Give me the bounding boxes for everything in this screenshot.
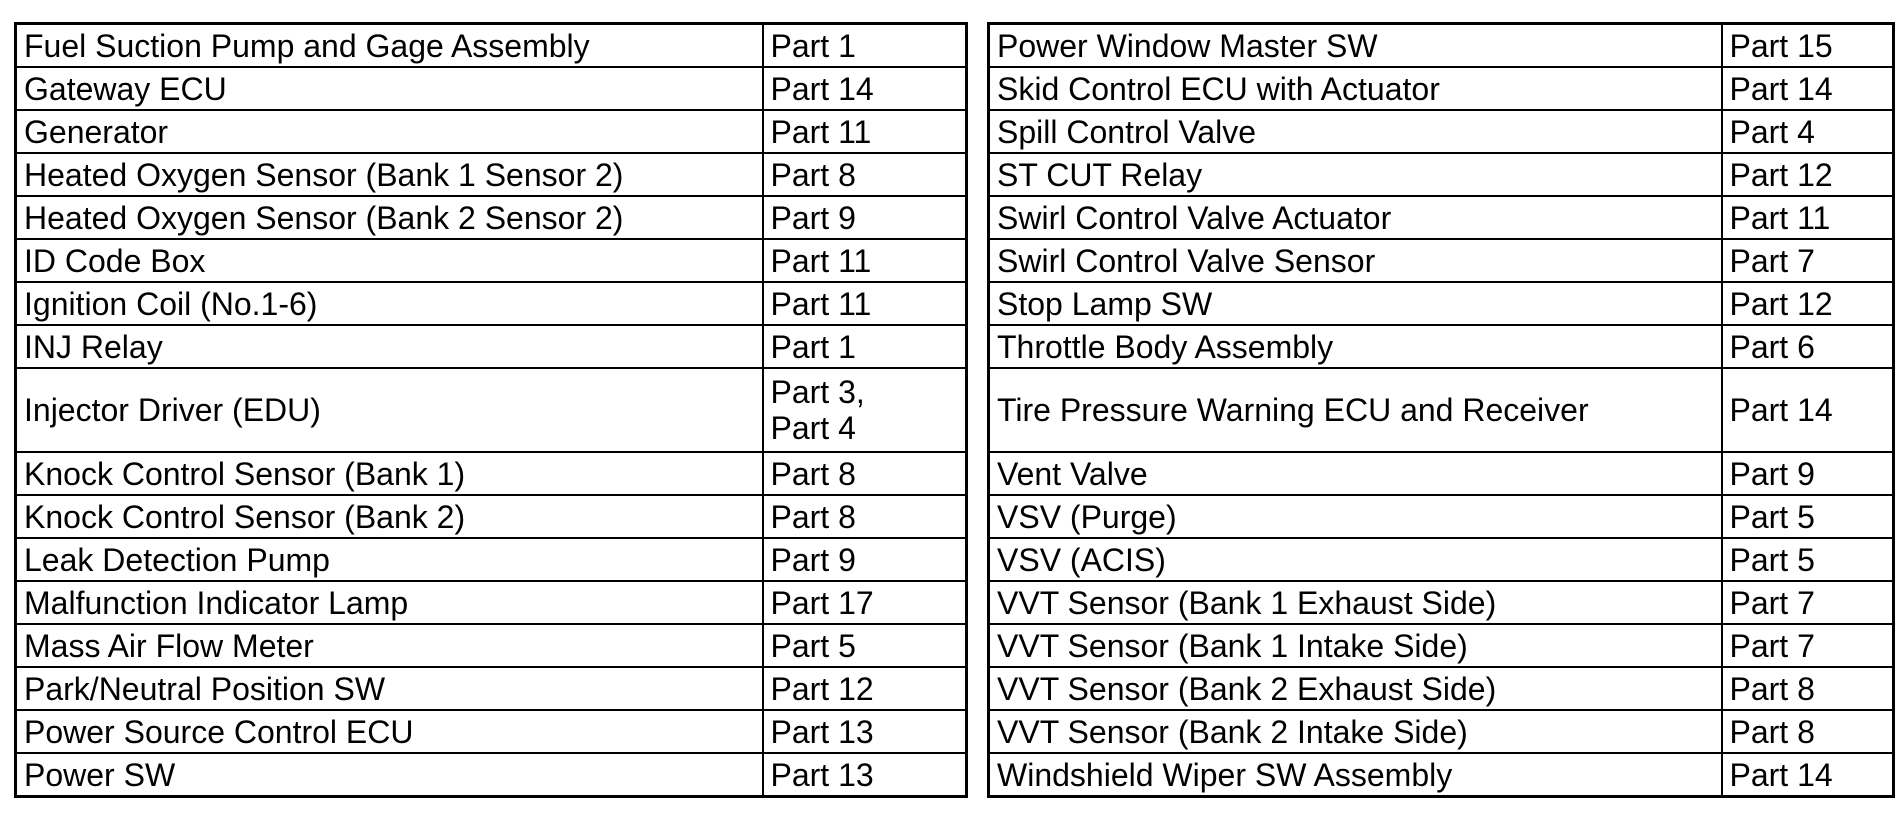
component-name: VVT Sensor (Bank 2 Intake Side) (989, 710, 1722, 753)
component-name: VSV (ACIS) (989, 538, 1722, 581)
part-reference: Part 15 (1722, 24, 1894, 68)
table-row (16, 368, 967, 452)
table-row (16, 667, 967, 710)
component-index-table-right (987, 22, 1895, 798)
table-row (989, 667, 1894, 710)
part-reference: Part 14 (1722, 368, 1894, 452)
part-reference: Part 13 (763, 753, 967, 797)
part-reference: Part 9 (763, 196, 967, 239)
part-reference: Part 8 (763, 153, 967, 196)
table-row (16, 753, 967, 797)
table-row (16, 67, 967, 110)
table-row (989, 753, 1894, 797)
part-reference: Part 13 (763, 710, 967, 753)
component-name: Windshield Wiper SW Assembly (989, 753, 1722, 797)
table-row (989, 710, 1894, 753)
part-reference: Part 5 (1722, 495, 1894, 538)
table-row (16, 710, 967, 753)
part-reference: Part 1 (763, 325, 967, 368)
part-reference: Part 8 (1722, 710, 1894, 753)
table-row (989, 538, 1894, 581)
table-row (16, 196, 967, 239)
table-row (989, 239, 1894, 282)
table-row (989, 624, 1894, 667)
part-reference: Part 8 (763, 495, 967, 538)
part-reference: Part 17 (763, 581, 967, 624)
table-row (16, 325, 967, 368)
component-name: Mass Air Flow Meter (16, 624, 763, 667)
part-reference: Part 12 (1722, 153, 1894, 196)
part-reference (763, 368, 967, 452)
table-row (989, 368, 1894, 452)
part-reference: Part 12 (763, 667, 967, 710)
part-reference: Part 7 (1722, 239, 1894, 282)
part-reference: Part 14 (763, 67, 967, 110)
component-name: Heated Oxygen Sensor (Bank 1 Sensor 2) (16, 153, 763, 196)
component-name: VSV (Purge) (989, 495, 1722, 538)
component-name: Fuel Suction Pump and Gage Assembly (16, 24, 763, 68)
table-row (989, 67, 1894, 110)
component-name: INJ Relay (16, 325, 763, 368)
part-reference: Part 4 (1722, 110, 1894, 153)
component-name: Injector Driver (EDU) (16, 368, 763, 452)
part-reference: Part 9 (1722, 452, 1894, 495)
table-row (16, 452, 967, 495)
component-name: Ignition Coil (No.1-6) (16, 282, 763, 325)
component-name: Malfunction Indicator Lamp (16, 581, 763, 624)
component-name: Swirl Control Valve Sensor (989, 239, 1722, 282)
part-reference-line: Part 3, (770, 374, 865, 410)
part-reference: Part 6 (1722, 325, 1894, 368)
table-row (16, 110, 967, 153)
table-row (16, 624, 967, 667)
part-reference: Part 11 (763, 110, 967, 153)
component-name: Heated Oxygen Sensor (Bank 2 Sensor 2) (16, 196, 763, 239)
part-reference: Part 7 (1722, 581, 1894, 624)
table-row (989, 581, 1894, 624)
component-name: Power Window Master SW (989, 24, 1722, 68)
component-name: VVT Sensor (Bank 1 Intake Side) (989, 624, 1722, 667)
component-name: Park/Neutral Position SW (16, 667, 763, 710)
table-row (989, 282, 1894, 325)
component-name: Knock Control Sensor (Bank 1) (16, 452, 763, 495)
part-reference: Part 11 (1722, 196, 1894, 239)
part-reference: Part 8 (763, 452, 967, 495)
component-name: Swirl Control Valve Actuator (989, 196, 1722, 239)
table-row (989, 24, 1894, 68)
table-row (989, 110, 1894, 153)
table-row (989, 153, 1894, 196)
part-reference: Part 5 (763, 624, 967, 667)
table-row (16, 239, 967, 282)
part-reference: Part 12 (1722, 282, 1894, 325)
component-name: Throttle Body Assembly (989, 325, 1722, 368)
table-row (16, 581, 967, 624)
table-row (989, 495, 1894, 538)
part-reference: Part 8 (1722, 667, 1894, 710)
component-name: Tire Pressure Warning ECU and Receiver (989, 368, 1722, 452)
part-reference: Part 14 (1722, 67, 1894, 110)
part-reference: Part 11 (763, 239, 967, 282)
table-row (989, 196, 1894, 239)
table-row (16, 24, 967, 68)
part-reference: Part 1 (763, 24, 967, 68)
component-name: ID Code Box (16, 239, 763, 282)
component-name: Power SW (16, 753, 763, 797)
part-reference: Part 14 (1722, 753, 1894, 797)
component-name: Vent Valve (989, 452, 1722, 495)
table-row (16, 282, 967, 325)
component-name: Power Source Control ECU (16, 710, 763, 753)
component-name: Stop Lamp SW (989, 282, 1722, 325)
table-row (16, 538, 967, 581)
table-row (989, 325, 1894, 368)
part-reference: Part 7 (1722, 624, 1894, 667)
component-name: ST CUT Relay (989, 153, 1722, 196)
component-name: Spill Control Valve (989, 110, 1722, 153)
component-name: VVT Sensor (Bank 1 Exhaust Side) (989, 581, 1722, 624)
component-name: VVT Sensor (Bank 2 Exhaust Side) (989, 667, 1722, 710)
table-row (16, 153, 967, 196)
component-name: Generator (16, 110, 763, 153)
part-reference: Part 11 (763, 282, 967, 325)
part-reference: Part 5 (1722, 538, 1894, 581)
component-name: Knock Control Sensor (Bank 2) (16, 495, 763, 538)
table-row (16, 495, 967, 538)
component-index-table-left (14, 22, 968, 798)
part-reference: Part 9 (763, 538, 967, 581)
component-name: Gateway ECU (16, 67, 763, 110)
table-row (989, 452, 1894, 495)
component-name: Leak Detection Pump (16, 538, 763, 581)
part-reference-line: Part 4 (770, 410, 856, 446)
component-name: Skid Control ECU with Actuator (989, 67, 1722, 110)
